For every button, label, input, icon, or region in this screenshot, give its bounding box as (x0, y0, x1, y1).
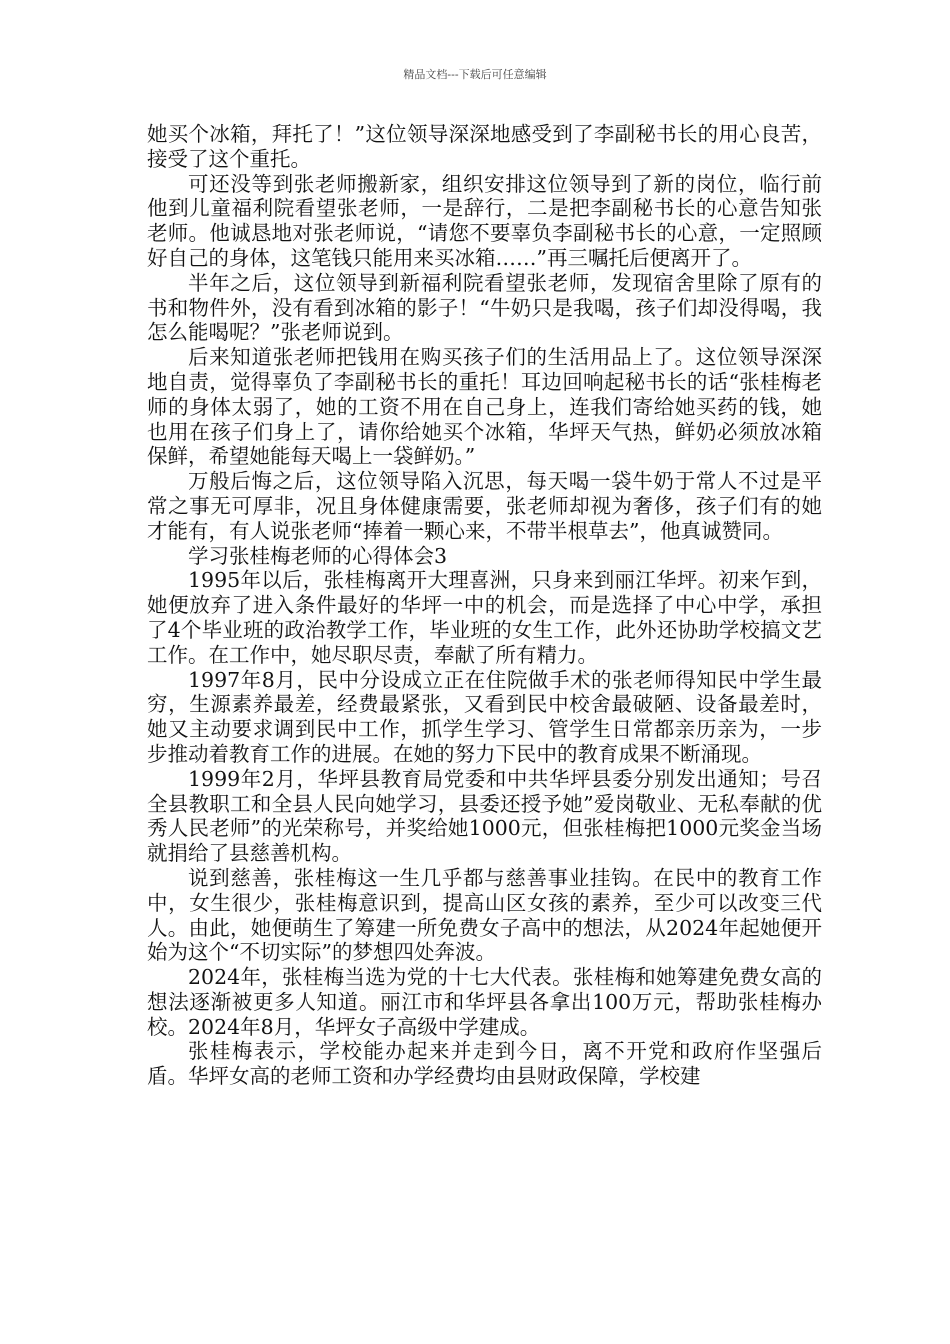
paragraph: 说到慈善，张桂梅这一生几乎都与慈善事业挂钩。在民中的教育工作中，女生很少，张桂梅意识到，提高山区女孩的素养，至少可以改变三代人。由此，她便萌生了筹建一所免费女子高中的想法，从2024年起她便开始为这个“不切实际”的梦想四处奔波。 (147, 865, 822, 965)
paragraph: 可还没等到张老师搬新家，组织安排这位领导到了新的岗位，临行前他到儿童福利院看望张老师，一是辞行，二是把李副秘书长的心意告知张老师。他诚恳地对张老师说，“请您不要辜负李副秘书长的心意，一定照顾好自己的身体，这笔钱只能用来买冰箱……”再三嘱托后便离开了。 (147, 171, 822, 270)
section-heading: 学习张桂梅老师的心得体会3 (188, 543, 448, 568)
paragraph: 后来知道张老师把钱用在购买孩子们的生活用品上了。这位领导深深地自责，觉得辜负了李副秘书长的重托！耳边回响起秘书长的话“张桂梅老师的身体太弱了，她的工资不用在自己身上，连我们寄给她买药的钱，她也用在孩子们身上了，请你给她买个冰箱，华坪天气热，鲜奶必须放冰箱保鲜，希望她能每天喝上一袋鲜奶。” (147, 345, 822, 469)
paragraph: 2024年，张桂梅当选为党的十七大代表。张桂梅和她筹建免费女高的想法逐渐被更多人知道。丽江市和华坪县各拿出100万元，帮助张桂梅办校。2024年8月，华坪女子高级中学建成。 (147, 965, 822, 1039)
paragraph: 张桂梅表示，学校能办起来并走到今日，离不开党和政府作坚强后盾。华坪女高的老师工资和办学经费均由县财政保障，学校建 (147, 1039, 822, 1089)
paragraph: 1995年以后，张桂梅离开大理喜洲，只身来到丽江华坪。初来乍到，她便放弃了进入条件最好的华坪一中的机会，而是选择了中心中学，承担了4个毕业班的政治教学工作，毕业班的女生工作，此外还协助学校搞文艺工作。在工作中，她尽职尽责，奉献了所有精力。 (147, 568, 822, 667)
paragraph: 她买个冰箱，拜托了！”这位领导深深地感受到了李副秘书长的用心良苦，接受了这个重托。 (147, 122, 822, 171)
paragraph: 1997年8月，民中分设成立正在住院做手术的张老师得知民中学生最穷，生源素养最差，经费最紧张，又看到民中校舍最破陋、设备最差时，她又主动要求调到民中工作，抓学生学习、管学生日常都亲历亲为，一步步推动着教育工作的进展。在她的努力下民中的教育成果不断涌现。 (147, 667, 822, 766)
paragraph: 1999年2月，华坪县教育局党委和中共华坪县委分别发出通知；号召全县教职工和全县人民向她学习，县委还授予她”爱岗敬业、无私奉献的优秀人民老师”的光荣称号，并奖给她1000元，但张桂梅把1000元奖金当场就捐给了县慈善机构。 (147, 766, 822, 866)
document-body (147, 122, 822, 1089)
paragraph: 半年之后，这位领导到新福利院看望张老师，发现宿舍里除了原有的书和物件外，没有看到冰箱的影子！“牛奶只是我喝，孩子们却没得喝，我怎么能喝呢？”张老师说到。 (147, 270, 822, 345)
paragraph: 万般后悔之后，这位领导陷入沉思，每天喝一袋牛奶于常人不过是平常之事无可厚非，况且身体健康需要，张老师却视为奢侈，孩子们有的她才能有，有人说张老师“捧着一颗心来，不带半根草去”，他真诚赞同。 (147, 469, 822, 543)
page-header: 精品文档---下载后可任意编辑 (403, 68, 547, 81)
